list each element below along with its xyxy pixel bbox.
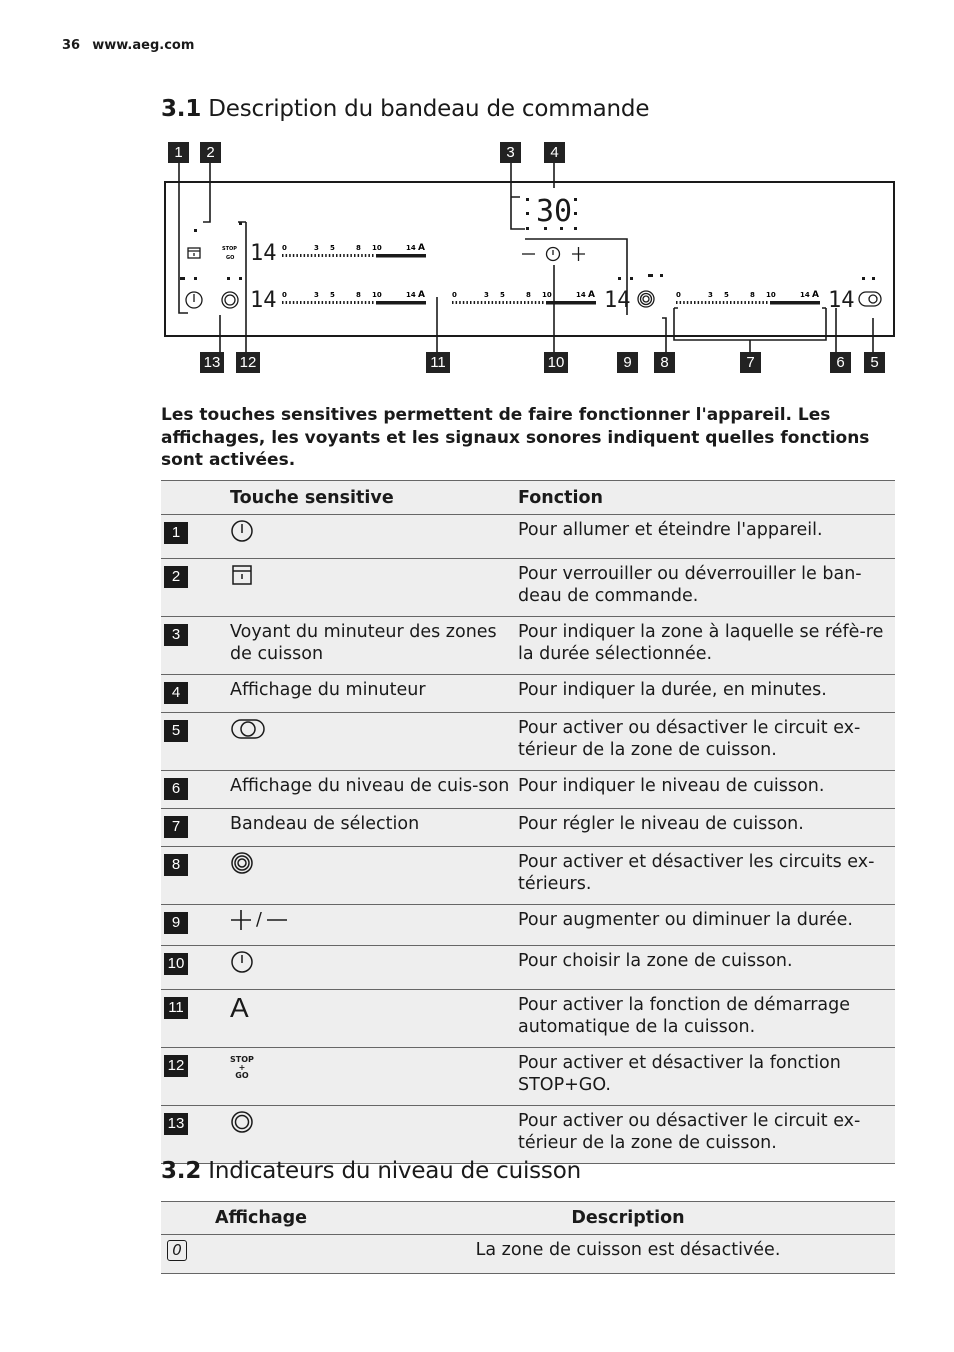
slider-tick-label: 14 [576, 291, 586, 299]
slider-dot [492, 301, 494, 304]
diagram-label: 11 [426, 352, 450, 373]
slider-tick-label: 10 [766, 291, 776, 299]
slider-dot [332, 254, 334, 257]
slider-dot [329, 254, 331, 257]
slider-dot [350, 301, 352, 304]
oval-zone-icon [859, 292, 881, 306]
triple-circle-icon [230, 851, 254, 875]
slider-dot [542, 301, 544, 304]
intro-paragraph: Les touches sensitives permettent de faire fonctionner l'appareil. Les affichages, les voyants et les signaux sonores indiquent quelles fonctions sont activées. [161, 405, 870, 470]
slider-dot [535, 301, 537, 304]
double-circle-icon [230, 1110, 254, 1134]
go-text: GO [235, 1070, 249, 1080]
slider-dot [296, 301, 298, 304]
slider-dot [286, 301, 288, 304]
row-number-cell [161, 770, 230, 808]
table-row [161, 558, 895, 616]
slider-dot [354, 254, 356, 257]
diagram-label: 4 [544, 142, 565, 163]
function-text: Pour verrouiller ou déverrouiller le ban-deau de commande. [518, 558, 895, 616]
slider-tick-label: 5 [724, 291, 729, 299]
function-text: Pour allumer et éteindre l'appareil. [518, 515, 895, 559]
slider-dot [734, 301, 736, 304]
slider-dot [322, 254, 324, 257]
row-number-badge: 11 [164, 997, 188, 1019]
slider-tick-label: 8 [526, 291, 531, 299]
slider-dot [488, 301, 490, 304]
stop-text: STOP [230, 1054, 254, 1064]
slider-dot [318, 254, 320, 257]
selection-slider [676, 290, 820, 305]
slider-dot [318, 301, 320, 304]
slider-dot [322, 301, 324, 304]
table-row [161, 989, 895, 1047]
slider-dot [365, 254, 367, 257]
touch-cell [230, 770, 518, 808]
diagram-label: 6 [830, 352, 851, 373]
slider-dot [368, 301, 370, 304]
section-number: 3.2 [161, 1158, 202, 1184]
row-number-cell [161, 1047, 230, 1105]
slider-dot [282, 254, 284, 257]
slider-dot [336, 301, 338, 304]
table-row [161, 904, 895, 946]
page-header [62, 38, 194, 53]
slider-dot [347, 301, 349, 304]
slider-dot [463, 301, 465, 304]
timer-display: 30 [536, 194, 573, 229]
table-row [161, 616, 895, 674]
oval-zone-icon [230, 717, 266, 741]
slider-dot [683, 301, 685, 304]
slider-dot [456, 301, 458, 304]
slider-tick-label: 8 [356, 291, 361, 299]
row-number-badge: 8 [164, 854, 188, 876]
touch-text: Affichage du niveau de cuis-son [230, 775, 510, 796]
slider-dot [680, 301, 682, 304]
slider-dot [329, 301, 331, 304]
slider-dot [304, 254, 306, 257]
table-row [161, 946, 895, 990]
slider-dot [531, 301, 533, 304]
slider-dot [358, 301, 360, 304]
slider-dot [358, 254, 360, 257]
stop-go-label-top: STOP [222, 246, 237, 252]
table-row [161, 712, 895, 770]
slider-dot [325, 254, 327, 257]
function-text: Pour activer la fonction de démarrage automatique de la cuisson. [518, 989, 895, 1047]
slider-dot [365, 301, 367, 304]
slider-dot [520, 301, 522, 304]
slider-tick-label: 5 [330, 244, 335, 252]
slider-dot [744, 301, 746, 304]
slider-tick-label: 5 [330, 291, 335, 299]
slider-dot [690, 301, 692, 304]
touch-cell [230, 946, 518, 990]
slider-tick-label: A [418, 290, 425, 300]
website-url: www.aeg.com [92, 38, 195, 53]
slider-dot [513, 301, 515, 304]
slider-dot [470, 301, 472, 304]
touch-text: Affichage du minuteur [230, 679, 426, 700]
function-text: Pour activer et désactiver la fonction STOP+GO. [518, 1047, 895, 1105]
diagram-label: 9 [617, 352, 638, 373]
slider-tick-label: 3 [314, 291, 319, 299]
stop-go-icon [230, 1052, 254, 1085]
slider-dot [716, 301, 718, 304]
diagram-label: 12 [236, 352, 260, 373]
slider-tick-label: 0 [676, 291, 681, 299]
slider-tick-label: 8 [750, 291, 755, 299]
slider-dot [325, 301, 327, 304]
touch-cell [230, 904, 518, 946]
row-number-badge: 13 [164, 1113, 188, 1135]
row-number-badge: 4 [164, 682, 188, 704]
row-number-cell [161, 515, 230, 559]
slider-dot [343, 301, 345, 304]
slider-tick-label: 10 [372, 244, 382, 252]
slider-tick-label: 0 [282, 291, 287, 299]
slider-dot [466, 301, 468, 304]
section-title-text: Indicateurs du niveau de cuisson [208, 1158, 581, 1184]
diagram-label: 2 [200, 142, 221, 163]
slider-dot [495, 301, 497, 304]
row-number-cell [161, 558, 230, 616]
slider-dot [350, 254, 352, 257]
slider-dot [372, 254, 374, 257]
header-description: Description [361, 1202, 895, 1235]
row-number-badge: 5 [164, 720, 188, 742]
row-number-badge: 7 [164, 816, 188, 838]
slider-dot [314, 254, 316, 257]
function-text: Pour indiquer la durée, en minutes. [518, 674, 895, 712]
slider-dot [314, 301, 316, 304]
display-cell [161, 1235, 361, 1274]
slider-dot [712, 301, 714, 304]
slider-bar [376, 254, 426, 258]
slider-tick-label: 10 [542, 291, 552, 299]
selection-slider [282, 290, 426, 305]
row-number-badge: 2 [164, 566, 188, 588]
touch-cell [230, 989, 518, 1047]
slider-dot [701, 301, 703, 304]
slider-dot [293, 301, 295, 304]
power-icon [230, 519, 254, 543]
touch-cell [230, 515, 518, 559]
letter-a-text: A [230, 991, 249, 1023]
level-display-3: 14 [604, 288, 631, 313]
row-number-cell [161, 1105, 230, 1163]
slider-dot [474, 301, 476, 304]
function-text: Pour choisir la zone de cuisson. [518, 946, 895, 990]
header-blank [161, 481, 230, 515]
function-text: Pour indiquer le niveau de cuisson. [518, 770, 895, 808]
touch-text: Voyant du minuteur des zones de cuisson [230, 621, 497, 664]
slider-dot [698, 301, 700, 304]
slider-tick-label: 14 [406, 291, 416, 299]
section-title-3-2 [161, 1158, 581, 1184]
section-number: 3.1 [161, 96, 202, 122]
slider-dot [737, 301, 739, 304]
table-row [161, 1235, 895, 1274]
row-number-badge: 3 [164, 624, 188, 646]
slider-dot [311, 301, 313, 304]
touch-cell [230, 674, 518, 712]
slider-dot [755, 301, 757, 304]
slider-tick-label: 14 [800, 291, 810, 299]
slider-dot [730, 301, 732, 304]
slider-tick-label: 3 [314, 244, 319, 252]
slider-tick-label: 3 [484, 291, 489, 299]
slider-tick-label: A [418, 243, 425, 253]
function-text: Pour augmenter ou diminuer la durée. [518, 904, 895, 946]
slider-dot [528, 301, 530, 304]
slider-tick-label: 8 [356, 244, 361, 252]
section-title-text: Description du bandeau de commande [208, 96, 650, 122]
slider-dot [694, 301, 696, 304]
slider-dot [752, 301, 754, 304]
slider-dot [538, 301, 540, 304]
slider-dot [726, 301, 728, 304]
slider-tick-label: 14 [406, 244, 416, 252]
slider-dot [307, 254, 309, 257]
control-panel-drawing [160, 140, 900, 380]
letter-a-icon [230, 991, 249, 1024]
table-row [161, 770, 895, 808]
row-number-cell [161, 904, 230, 946]
slider-dot [293, 254, 295, 257]
slider-dot [372, 301, 374, 304]
control-panel-diagram [160, 140, 900, 380]
slider-dot [759, 301, 761, 304]
touch-cell [230, 712, 518, 770]
diagram-label: 5 [864, 352, 885, 373]
slider-tick-label: 0 [452, 291, 457, 299]
table-row [161, 846, 895, 904]
plus-icon [572, 247, 585, 261]
slider-dot [676, 301, 678, 304]
diagram-label: 8 [654, 352, 675, 373]
slider-dot [506, 301, 508, 304]
slider-dot [524, 301, 526, 304]
row-number-badge: 9 [164, 912, 188, 934]
slider-tick-label: 0 [282, 244, 287, 252]
zero-display-icon: 0 [167, 1240, 187, 1261]
stop-go-label-bottom: GO [226, 255, 235, 261]
table-row [161, 674, 895, 712]
plus-text: + [238, 1062, 246, 1072]
slider-dot [459, 301, 461, 304]
table-row [161, 1047, 895, 1105]
slider-dot [517, 301, 519, 304]
header-touch: Touche sensitive [230, 481, 518, 515]
slider-dot [719, 301, 721, 304]
slider-dot [347, 254, 349, 257]
table-header-row [161, 481, 895, 515]
slider-tick-label: 10 [372, 291, 382, 299]
slider-dot [289, 301, 291, 304]
row-number-badge: 6 [164, 778, 188, 800]
slider-dot [499, 301, 501, 304]
slider-tick-label: A [812, 290, 819, 300]
lock-icon [230, 563, 254, 587]
slider-dot [286, 254, 288, 257]
slider-dot [705, 301, 707, 304]
plus-minus-icon [230, 909, 288, 938]
function-text: Pour régler le niveau de cuisson. [518, 808, 895, 846]
row-number-cell [161, 616, 230, 674]
row-number-badge: 12 [164, 1055, 188, 1077]
slider-bar [376, 301, 426, 305]
plus-minus-separator: / [256, 909, 262, 930]
touch-cell [230, 1105, 518, 1163]
touch-text: Bandeau de sélection [230, 813, 420, 834]
slider-tick-label: A [588, 290, 595, 300]
diagram-label: 1 [168, 142, 189, 163]
function-text: Pour activer ou désactiver le circuit ex-térieur de la zone de cuisson. [518, 1105, 895, 1163]
slider-dot [289, 254, 291, 257]
slider-dot [502, 301, 504, 304]
description-cell: La zone de cuisson est désactivée. [361, 1235, 895, 1274]
slider-dot [481, 301, 483, 304]
slider-dot [332, 301, 334, 304]
table-row [161, 808, 895, 846]
function-text: Pour indiquer la zone à laquelle se réfè-re la durée sélectionnée. [518, 616, 895, 674]
slider-dot [361, 254, 363, 257]
table-header-row [161, 1202, 895, 1235]
slider-dot [307, 301, 309, 304]
level-display-1: 14 [250, 241, 277, 266]
slider-dot [723, 301, 725, 304]
section-title-3-1 [161, 96, 649, 122]
row-number-cell [161, 712, 230, 770]
slider-tick-label: 3 [708, 291, 713, 299]
table-row [161, 515, 895, 559]
slider-dot [311, 254, 313, 257]
selection-slider [282, 243, 426, 258]
table-row [161, 1105, 895, 1163]
header-function: Fonction [518, 481, 895, 515]
row-number-cell [161, 846, 230, 904]
level-display-4: 14 [828, 288, 855, 313]
slider-dot [477, 301, 479, 304]
slider-dot [340, 254, 342, 257]
slider-dot [354, 301, 356, 304]
header-display: Affichage [161, 1202, 361, 1235]
slider-dot [304, 301, 306, 304]
row-number-cell [161, 989, 230, 1047]
slider-dot [343, 254, 345, 257]
slider-dot [766, 301, 768, 304]
slider-dot [361, 301, 363, 304]
touch-cell [230, 846, 518, 904]
row-number-cell [161, 808, 230, 846]
slider-dot [748, 301, 750, 304]
function-text: Pour activer et désactiver les circuits ex-térieurs. [518, 846, 895, 904]
row-number-badge: 10 [164, 953, 188, 975]
row-number-cell [161, 946, 230, 990]
touch-cell [230, 808, 518, 846]
timer-icon [230, 950, 254, 974]
slider-dot [741, 301, 743, 304]
page-number: 36 [62, 38, 81, 53]
slider-dot [300, 301, 302, 304]
slider-dot [368, 254, 370, 257]
selection-slider [452, 290, 596, 305]
slider-dot [296, 254, 298, 257]
slider-dot [336, 254, 338, 257]
slider-dot [708, 301, 710, 304]
slider-bar [770, 301, 820, 305]
slider-tick-label: 5 [500, 291, 505, 299]
touch-cell [230, 616, 518, 674]
row-number-cell [161, 674, 230, 712]
diagram-label: 13 [200, 352, 224, 373]
function-table [161, 480, 895, 1164]
slider-dot [282, 301, 284, 304]
slider-dot [762, 301, 764, 304]
slider-bar [546, 301, 596, 305]
function-text: Pour activer ou désactiver le circuit ex-térieur de la zone de cuisson. [518, 712, 895, 770]
slider-dot [452, 301, 454, 304]
slider-dot [300, 254, 302, 257]
diagram-label: 10 [544, 352, 568, 373]
touch-cell [230, 1047, 518, 1105]
slider-dot [340, 301, 342, 304]
diagram-label: 3 [500, 142, 521, 163]
level-indicator-table [161, 1201, 895, 1274]
row-number-badge: 1 [164, 522, 188, 544]
diagram-label: 7 [740, 352, 761, 373]
slider-dot [484, 301, 486, 304]
slider-dot [510, 301, 512, 304]
level-display-2: 14 [250, 288, 277, 313]
touch-cell [230, 558, 518, 616]
slider-dot [687, 301, 689, 304]
